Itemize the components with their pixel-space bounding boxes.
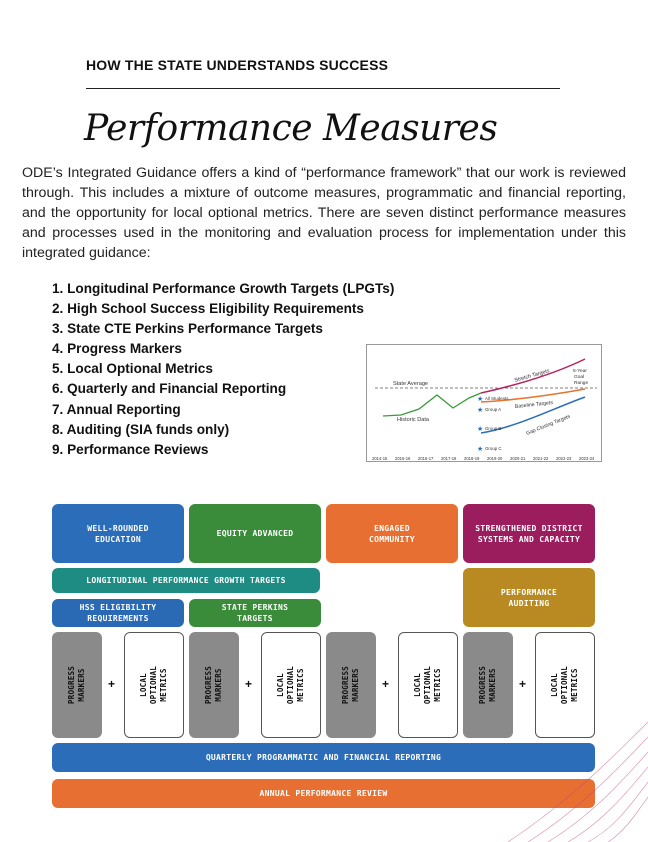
state-average-label: State Average xyxy=(393,381,429,387)
equity-advanced-box: EQUITY ADVANCED xyxy=(189,504,321,563)
five-year-label-3: Range xyxy=(574,381,589,386)
measures-list xyxy=(52,279,394,460)
year-label: 2015-16 xyxy=(395,456,411,461)
engaged-community-box: ENGAGED COMMUNITY xyxy=(326,504,458,563)
local-optional-metrics-box: LOCAL OPTIONAL METRICS xyxy=(535,632,595,738)
year-label: 2017-18 xyxy=(441,456,457,461)
five-year-label-2: Goal xyxy=(574,375,585,380)
historic-label: Historic Data xyxy=(397,417,430,423)
annual-review-box: ANNUAL PERFORMANCE REVIEW xyxy=(52,779,595,808)
list-item: 9. Performance Reviews xyxy=(52,441,209,457)
progress-markers-box: PROGRESS MARKERS xyxy=(326,632,376,738)
decorative-lines xyxy=(498,702,648,842)
star-icon: ★ xyxy=(477,446,484,453)
plus-sign: + xyxy=(519,677,527,691)
year-label: 2022-23 xyxy=(556,456,572,461)
year-label: 2021-22 xyxy=(533,456,549,461)
progress-markers-box: PROGRESS MARKERS xyxy=(52,632,102,738)
group-b-label: Group B xyxy=(485,426,502,431)
year-label: 2020-21 xyxy=(510,456,526,461)
progress-markers-box: PROGRESS MARKERS xyxy=(463,632,513,738)
header-divider xyxy=(86,88,560,89)
list-item: 3. State CTE Perkins Performance Targets xyxy=(52,321,323,337)
star-icon: ★ xyxy=(477,426,484,433)
year-label: 2016-17 xyxy=(418,456,434,461)
group-a-label: Group A xyxy=(485,407,502,412)
star-icon: ★ xyxy=(477,396,484,403)
year-label: 2023-24 xyxy=(579,456,595,461)
plus-sign: + xyxy=(382,677,390,691)
list-item: 1. Longitudinal Performance Growth Targets (LPGTs) xyxy=(52,281,395,296)
state-perkins-box: STATE PERKINS TARGETS xyxy=(189,599,321,627)
quarterly-reporting-box: QUARTERLY PROGRAMMATIC AND FINANCIAL REPORTING xyxy=(52,743,595,772)
list-item: 2. High School Success Eligibility Requirements xyxy=(52,301,364,317)
historic-line xyxy=(383,393,484,416)
progress-markers-box: PROGRESS MARKERS xyxy=(189,632,239,738)
local-optional-metrics-box: LOCAL OPTIONAL METRICS xyxy=(398,632,458,738)
group-c-label: Group C xyxy=(485,446,502,451)
list-item: 6. Quarterly and Financial Reporting xyxy=(52,381,287,397)
performance-auditing-box: PERFORMANCE AUDITING xyxy=(463,568,595,627)
intro-paragraph: ODE’s Integrated Guidance offers a kind of “performance framework” that our work is reviewed through. This includes a mixture of outcome measures, programmatic and financial reporting, and the opportunity for local optional metrics. There are seven distinct performance measures and processes used in the monitoring and evaluation process for implementation under this integrated guidance: xyxy=(22,165,626,261)
local-optional-metrics-box: LOCAL OPTIONAL METRICS xyxy=(124,632,184,738)
well-rounded-education-box: WELL-ROUNDED EDUCATION xyxy=(52,504,184,563)
gap-closing-label: Gap Closing Targets xyxy=(525,413,572,437)
year-axis xyxy=(372,456,595,461)
section-header: HOW THE STATE UNDERSTANDS SUCCESS xyxy=(86,57,389,73)
list-item: 7. Annual Reporting xyxy=(52,401,181,417)
plus-sign: + xyxy=(108,677,116,691)
all-students-label: All Students xyxy=(485,396,509,401)
stretch-label: Stretch Targets xyxy=(513,368,551,384)
star-icon: ★ xyxy=(477,407,484,414)
strengthened-systems-box: STRENGTHENED DISTRICT SYSTEMS AND CAPACITY xyxy=(463,504,595,563)
year-label: 2019-20 xyxy=(487,456,503,461)
targets-illustration xyxy=(366,344,602,462)
five-year-label-1: 5-Year xyxy=(573,369,587,374)
page-title: Performance Measures xyxy=(84,108,498,149)
local-optional-metrics-box: LOCAL OPTIONAL METRICS xyxy=(261,632,321,738)
list-item: 4. Progress Markers xyxy=(52,341,182,357)
plus-sign: + xyxy=(245,677,253,691)
year-label: 2018-19 xyxy=(464,456,480,461)
lpgt-box: LONGITUDINAL PERFORMANCE GROWTH TARGETS xyxy=(52,568,320,593)
list-item: 5. Local Optional Metrics xyxy=(52,361,213,377)
targets-illustration-svg xyxy=(367,345,603,463)
list-item: 8. Auditing (SIA funds only) xyxy=(52,421,230,437)
hss-eligibility-box: HSS ELIGIBILITY REQUIREMENTS xyxy=(52,599,184,627)
baseline-label: Baseline Targets xyxy=(514,400,554,410)
year-label: 2014-15 xyxy=(372,456,388,461)
